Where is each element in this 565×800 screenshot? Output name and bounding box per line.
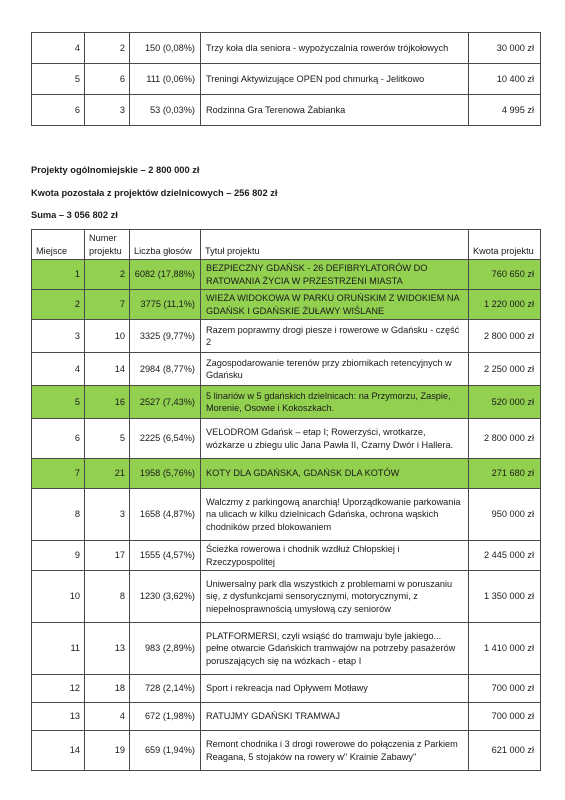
cell-place: 1 (32, 260, 85, 290)
cell-place: 13 (32, 703, 85, 731)
cell-project-title: Rodzinna Gra Terenowa Żabianka (201, 95, 469, 126)
header-place: Miejsce (32, 230, 85, 260)
cell-project-title: 5 linariów w 5 gdańskich dzielnicach: na Przymorzu, Zaspie, Morenie, Osowie i Kokoszkach. (201, 386, 469, 419)
table-row (32, 459, 541, 489)
cell-amount: 10 400 zł (469, 64, 541, 95)
cell-votes: 1658 (4,87%) (130, 489, 201, 541)
cell-votes: 2527 (7,43%) (130, 386, 201, 419)
previous-results-table (31, 32, 541, 126)
cell-place: 11 (32, 623, 85, 675)
cell-amount: 621 000 zł (469, 731, 541, 771)
cell-place: 10 (32, 571, 85, 623)
cell-project-number: 4 (85, 703, 130, 731)
cell-project-number: 2 (85, 260, 130, 290)
table-row (32, 386, 541, 419)
cell-project-title: Remont chodnika i 3 drogi rowerowe do połączenia z Parkiem Reagana, 5 stojaków na rowery w" Krainie Zabawy" (201, 731, 469, 771)
cell-votes: 659 (1,94%) (130, 731, 201, 771)
cell-votes: 3775 (11,1%) (130, 290, 201, 320)
cell-amount: 700 000 zł (469, 675, 541, 703)
table-row (32, 64, 541, 95)
cell-votes: 2984 (8,77%) (130, 353, 201, 386)
cell-amount: 1 220 000 zł (469, 290, 541, 320)
table-row (32, 33, 541, 64)
table-row (32, 541, 541, 571)
header-amount: Kwota projektu (469, 230, 541, 260)
header-title: Tytuł projektu (201, 230, 469, 260)
cell-project-number: 2 (85, 33, 130, 64)
header-votes: Liczba głosów (130, 230, 201, 260)
cell-votes: 728 (2,14%) (130, 675, 201, 703)
cell-project-number: 17 (85, 541, 130, 571)
table-row (32, 290, 541, 320)
cell-amount: 4 995 zł (469, 95, 541, 126)
cell-project-title: VELODROM Gdańsk – etap I; Rowerzyści, wrotkarze, wózkarze u zbiegu ulic Jana Pawła II, Czarny Dwór i Hallera. (201, 419, 469, 459)
cell-project-title: KOTY DLA GDAŃSKA, GDAŃSK DLA KOTÓW (201, 459, 469, 489)
cell-project-number: 3 (85, 489, 130, 541)
table-row (32, 675, 541, 703)
cell-project-number: 13 (85, 623, 130, 675)
cell-votes: 3325 (9,77%) (130, 320, 201, 353)
cell-project-number: 21 (85, 459, 130, 489)
cell-place: 6 (32, 419, 85, 459)
citywide-results-table (31, 229, 541, 771)
cell-votes: 53 (0,03%) (130, 95, 201, 126)
cell-amount: 700 000 zł (469, 703, 541, 731)
cell-project-number: 8 (85, 571, 130, 623)
cell-amount: 760 650 zł (469, 260, 541, 290)
cell-votes: 111 (0,06%) (130, 64, 201, 95)
table-row (32, 623, 541, 675)
cell-amount: 2 445 000 zł (469, 541, 541, 571)
cell-amount: 1 350 000 zł (469, 571, 541, 623)
table-row (32, 260, 541, 290)
cell-amount: 2 250 000 zł (469, 353, 541, 386)
table-row (32, 419, 541, 459)
cell-votes: 672 (1,98%) (130, 703, 201, 731)
cell-amount: 520 000 zł (469, 386, 541, 419)
cell-votes: 1230 (3,62%) (130, 571, 201, 623)
cell-place: 3 (32, 320, 85, 353)
cell-place: 14 (32, 731, 85, 771)
cell-project-title: Treningi Aktywizujące OPEN pod chmurką - Jelitkowo (201, 64, 469, 95)
table-row (32, 95, 541, 126)
table-row (32, 320, 541, 353)
cell-project-title: Razem poprawmy drogi piesze i rowerowe w Gdańsku - część 2 (201, 320, 469, 353)
table-row (32, 703, 541, 731)
cell-project-title: BEZPIECZNY GDAŃSK - 26 DEFIBRYLATORÓW DO RATOWANIA ŻYCIA W PRZESTRZENI MIASTA (201, 260, 469, 290)
cell-amount: 1 410 000 zł (469, 623, 541, 675)
cell-place: 5 (32, 386, 85, 419)
cell-project-title: Uniwersalny park dla wszystkich z problemami w poruszaniu się, z dysfunkcjami sensorycznymi, motorycznymi, z niepełnosprawnością umysłową czy seniorów (201, 571, 469, 623)
table-row (32, 489, 541, 541)
cell-project-title: WIEŻA WIDOKOWA W PARKU ORUŃSKIM Z WIDOKIEM NA GDAŃSK I GDAŃSKIE ŻUŁAWY WIŚLANE (201, 290, 469, 320)
cell-project-number: 3 (85, 95, 130, 126)
cell-project-title: Sport i rekreacja nad Opływem Motławy (201, 675, 469, 703)
table-row (32, 353, 541, 386)
cell-project-title: Zagospodarowanie terenów przy zbiornikach retencyjnych w Gdańsku (201, 353, 469, 386)
cell-place: 12 (32, 675, 85, 703)
cell-place: 4 (32, 353, 85, 386)
cell-votes: 6082 (17,88%) (130, 260, 201, 290)
cell-votes: 1958 (5,76%) (130, 459, 201, 489)
cell-amount: 2 800 000 zł (469, 419, 541, 459)
cell-amount: 950 000 zł (469, 489, 541, 541)
cell-place: 5 (32, 64, 85, 95)
cell-project-number: 16 (85, 386, 130, 419)
cell-project-number: 14 (85, 353, 130, 386)
header-number: Numer projektu (85, 230, 130, 260)
cell-amount: 2 800 000 zł (469, 320, 541, 353)
table-row (32, 731, 541, 771)
cell-project-number: 5 (85, 419, 130, 459)
cell-project-number: 6 (85, 64, 130, 95)
cell-amount: 30 000 zł (469, 33, 541, 64)
cell-votes: 2225 (6,54%) (130, 419, 201, 459)
cell-project-number: 19 (85, 731, 130, 771)
cell-project-number: 18 (85, 675, 130, 703)
total-sum: Suma – 3 056 802 zł (31, 210, 118, 220)
cell-project-title: PLATFORMERSI, czyli wsiąść do tramwaju byle jakiego... pełne otwarcie Gdańskich tramwajów na potrzeby pasażerów poruszających się na wózkach - etap I (201, 623, 469, 675)
citywide-projects-amount: Projekty ogólnomiejskie – 2 800 000 zł (31, 165, 200, 175)
cell-votes: 983 (2,89%) (130, 623, 201, 675)
cell-votes: 1555 (4,57%) (130, 541, 201, 571)
cell-project-number: 10 (85, 320, 130, 353)
cell-project-title: RATUJMY GDAŃSKI TRAMWAJ (201, 703, 469, 731)
remaining-district-amount: Kwota pozostała z projektów dzielnicowych – 256 802 zł (31, 188, 278, 198)
cell-place: 2 (32, 290, 85, 320)
cell-place: 4 (32, 33, 85, 64)
cell-place: 7 (32, 459, 85, 489)
cell-amount: 271 680 zł (469, 459, 541, 489)
cell-project-title: Ścieżka rowerowa i chodnik wzdłuż Chłopskiej i Rzeczypospolitej (201, 541, 469, 571)
cell-place: 6 (32, 95, 85, 126)
table-row (32, 571, 541, 623)
cell-place: 9 (32, 541, 85, 571)
cell-place: 8 (32, 489, 85, 541)
cell-project-number: 7 (85, 290, 130, 320)
table-header-row (32, 230, 541, 260)
cell-project-title: Trzy koła dla seniora - wypożyczalnia rowerów trójkołowych (201, 33, 469, 64)
cell-votes: 150 (0,08%) (130, 33, 201, 64)
cell-project-title: Walczmy z parkingową anarchią! Uporządkowanie parkowania na ulicach w kilku dzielnicach Gdańska, ochrona wąskich chodników przed blokowaniem (201, 489, 469, 541)
